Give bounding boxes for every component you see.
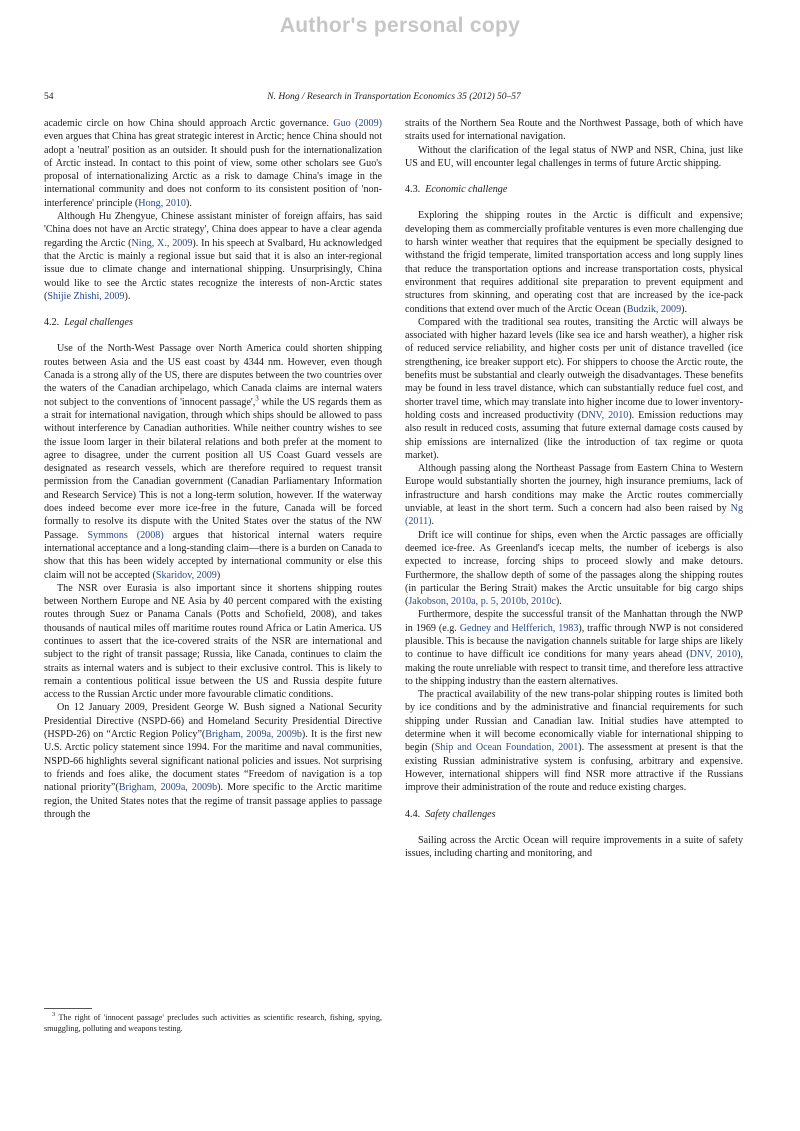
section-heading: 4.4. Safety challenges: [405, 808, 496, 820]
paragraph: Compared with the traditional sea routes, transiting the Arctic will always be associated with higher hazard levels (like sea ice and harsh weather), a higher risk of reduced service reliability, and higher costs per unit of distance travelled (ice strengthening, ice breaker support etc). For shippers to choose the Arctic route, the benefits must be substantial and clearly outweigh the disadvantages. These benefits may be found in less travel distance, which can substantially reduce fuel cost, and shorter travel time, which may translate into higher income due to lower inventory-holding costs and increased productivity (DNV, 2010). Emission reductions may also result in reduced costs, assuming that future external damage costs caused by ship emissions are internalized (like the introduction of tax regime or quota market).: [405, 316, 743, 461]
running-head: [44, 92, 744, 106]
citation-link[interactable]: DNV, 2010: [581, 409, 629, 421]
citation-link[interactable]: Hong, 2010: [138, 197, 186, 209]
paragraph: Use of the North-West Passage over North America could shorten shipping routes between Asia and the US east coast by 4344 nm. However, even though Canada is a strong ally of the US, there are disputes between the two countries over the waters of the Canadian archipelago, which Canada claims are internal waters not subject to the conventions of 'innocent passage',$^3$ while the US regards them as a strait for international navigation, through which ships should be allowed to pass without interference by Canadian authorities. While neither country wishes to see the issue loom larger in their bilateral relations and both prefer at the moment to agree to disagree, under the current position all US Coast Guard vessels are designated as research vessels, which are therefore required to request transit permission from the Canadian government (Canadian Parliamentary Information and Research Service) This is not a long-term solution, however. If the waterway does indeed become ever more ice-free in the future, Canada will be forced formally to resolve its dispute with the United States over the status of the NW Passage. Symmons (2008) argues that historical internal waters require international acceptance and a long-standing claim—there is a burden on Canada to show that this has been widely accepted by international community or else this claim will not be accepted (Skaridov, 2009): [44, 343, 382, 581]
page-number: 54: [44, 92, 54, 102]
left-column: [44, 117, 382, 821]
footnote-number: 3: [52, 1011, 56, 1019]
citation-link[interactable]: Brigham, 2009a, 2009b: [205, 729, 302, 741]
section-heading: 4.2. Legal challenges: [44, 317, 133, 329]
paragraph: straits of the Northern Sea Route and the Northwest Passage, both of which have straits used for international navigation.: [405, 118, 743, 143]
citation-link[interactable]: Shijie Zhishi, 2009: [47, 290, 125, 302]
paragraph: academic circle on how China should approach Arctic governance. Guo (2009) even argues that China has great strategic interest in Arctic; hence China should not adopt a 'neutral' position as an outsider. It should push for the internationalization of Arctic instead. In contact to this point of view, some other scholars see Guo's proposal of internationalizing Arctic as a risk to damage China's image in the international community and does not conform to its consistent position of 'non-interference' principle (Hong, 2010).: [44, 118, 382, 209]
paragraph: Although passing along the Northeast Passage from Eastern China to Western Europe would substantially shorten the journey, high insurance premiums, lack of infrastructure and harsh conditions may make the Arctic routes commercially unviable, at least in the short term. Such a concern had also been raised by Ng (2011).: [405, 463, 743, 528]
citation-link[interactable]: DNV, 2010: [689, 649, 738, 661]
paragraph: Sailing across the Arctic Ocean will require improvements in a suite of safety issues, including charting and monitoring, and: [405, 834, 743, 860]
paragraph: Furthermore, despite the successful transit of the Manhattan through the NWP in 1969 (e.g. Gedney and Helfferich, 1983), traffic through NWP is not considered plausible. This is because the navigation channels suitable for large ships are likely to continue to have difficult ice conditions for many years ahead (DNV, 2010), making the route unreliable with respect to transit time, and therefore less attractive to the shipping industry than the eastern alternatives.: [405, 609, 743, 687]
citation-link[interactable]: Ning, X., 2009: [131, 237, 193, 249]
footnote-text: The right of 'innocent passage' precludes such activities as scientific research, fishing, spying, smuggling, polluting and weapons testing.: [44, 1013, 382, 1033]
paragraph: Although Hu Zhengyue, Chinese assistant minister of foreign affairs, has said 'China does not have an Arctic strategy', China does appear to have a clear agenda regarding the Arctic (Ning, X., 2009). In his speech at Svalbard, Hu acknowledged that the Arctic is mainly a regional issue but said that it is also an inter-regional issue due to climate change and international shipping. Unsurprisingly, China would like to see the Arctic states recognize the interests of non-Arctic states (Shijie Zhishi, 2009).: [44, 211, 382, 302]
paragraph: On 12 January 2009, President George W. Bush signed a National Security Presidential Directive (NSPD-66) and Homeland Security Presidential Directive (HSPD-26) on “Arctic Region Policy”(Brigham, 2009a, 2009b). It is the first new U.S. Arctic policy statement since 1994. For the maritime and naval communities, NSPD-66 highlights several significant national policies and issues. Not surprising to friends and foes alike, the document states “Freedom of navigation is a top national priority”(Brigham, 2009a, 2009b). More specific to the Arctic maritime region, the United States notes that the regime of transit passage applies to passage through the: [44, 702, 382, 820]
running-title: N. Hong / Research in Transportation Economics 35 (2012) 50–57: [267, 92, 521, 102]
citation-link[interactable]: Budzik, 2009: [626, 303, 682, 315]
citation-link[interactable]: Ship and Ocean Foundation, 2001: [434, 742, 579, 754]
footnote-marker[interactable]: 3: [255, 394, 259, 403]
section-heading: 4.3. Economic challenge: [405, 184, 508, 196]
paragraph: Drift ice will continue for ships, even when the Arctic passages are officially deemed ice-free. As Greenland's icecap melts, the number of icebergs is also expected to increase, forcing ships to proceed slowly and make detours. Furthermore, the shallow depth of some of the passages along the shipping routes (in particular the Bering Strait) makes the Arctic unsuitable for big cargo ships (Jakobson, 2010a, p. 5, 2010b, 2010c).: [405, 529, 743, 608]
watermark: Author's personal copy: [279, 14, 521, 37]
paragraph: The NSR over Eurasia is also important since it shortens shipping routes between Northern Europe and NE Asia by 40 percent compared with the existing routes through Suez or Panama Canals (Potts and Schofield, 2008), and takes thousands of nautical miles off maritime routes round Africa or Latin America. US continues to assert that the ice-covered straits of the NSR are international and subject to the right of transit passage; Russia, like Canada, continues to claim the straits as internal waters and is subject to their exclusive control. This is likely to remain a contentious political issue between the US and Russia despite future access to the Russian Arctic under more favourable climatic conditions.: [44, 582, 382, 701]
citation-link[interactable]: Skaridov, 2009: [155, 569, 217, 581]
footnote-rule: [44, 1008, 92, 1009]
citation-link[interactable]: Gedney and Helfferich, 1983: [459, 622, 579, 634]
paragraph: Without the clarification of the legal status of NWP and NSR, China, just like US and EU, will encounter legal challenges in terms of future Arctic shipping.: [405, 144, 743, 169]
paragraph: The practical availability of the new trans-polar shipping routes is limited both by ice conditions and by the administrative and financial requirements for such shipping under Russian and Canadian law. Initial studies have attempted to determine when it will become economically viable for international shipping to begin (Ship and Ocean Foundation, 2001). The assessment at present is that the existing Russian administrative system is confusing, arbitrary and expensive. However, international shippers will find NSR more attractive if the Russians improve their administration of the route and reduce existing charges.: [405, 689, 744, 794]
footnote: [44, 1012, 382, 1034]
citation-link[interactable]: Symmons (2008): [87, 529, 164, 541]
right-column: [405, 117, 743, 860]
citation-link[interactable]: Guo (2009): [333, 118, 382, 129]
paragraph: Exploring the shipping routes in the Arctic is difficult and expensive; developing them as commercially profitable ventures is even more challenging due to harsh winter weather that requires that the equipment be specially designed to withstand the frigid temperate, limited transportation access and long supply lines that reduce the transportation options and increase transportation costs, physical environment that requires additional site preparation to prevent equipment and structures from skinning, and operating cost that are increased by the ice-pack conditions that extend over much of the Arctic Ocean (Budzik, 2009).: [405, 210, 743, 315]
citation-link[interactable]: Brigham, 2009a, 2009b: [118, 782, 218, 794]
citation-link[interactable]: Ng (2011): [405, 503, 743, 528]
citation-link[interactable]: Jakobson, 2010a, p. 5, 2010b, 2010c: [408, 596, 556, 608]
